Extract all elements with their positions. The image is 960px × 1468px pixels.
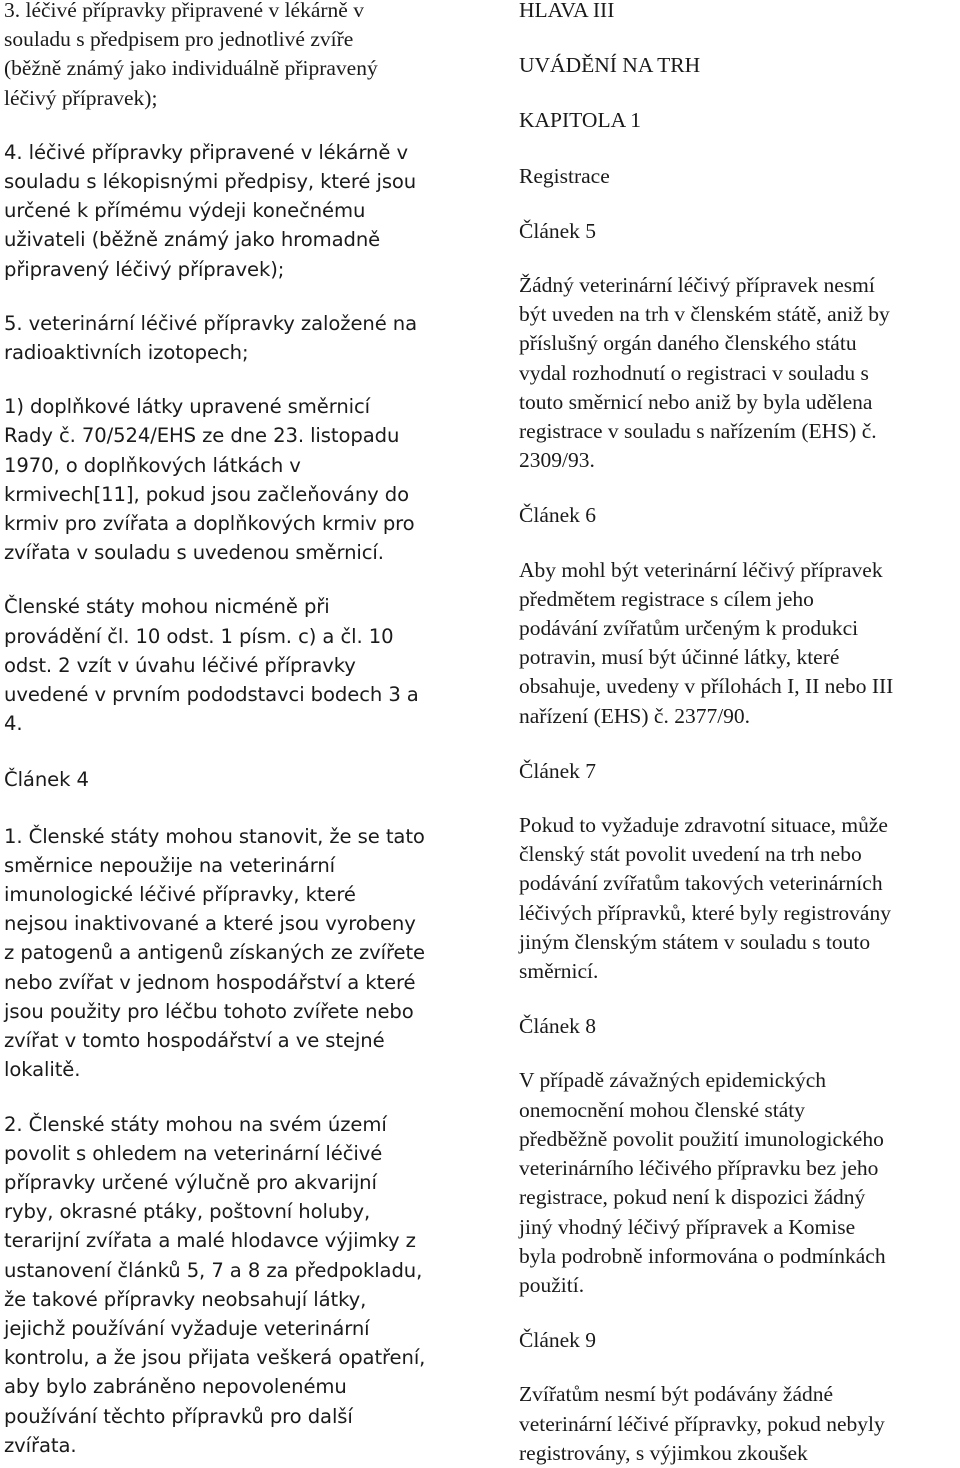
left-column	[4, 0, 474, 1460]
article-4-paragraph-2: 2. Členské státy mohou na svém území povolit s ohledem na veterinární léčivé přípravky určené výlučně pro akvarijní ryby, okrasné ptáky, poštovní holuby, terarijní zvířata a malé hlodavce výjimky z ustanovení článků 5, 7 a 8 za předpokladu, že takové přípravky neobsahují látky, jejichž používání vyžaduje veterinární kontrolu, a že jsou přijata veškerá opatření, aby bylo zabráněno nepovolenému používání těchto přípravků pro další zvířata.	[4, 1112, 426, 1457]
registration-heading: Registrace	[519, 163, 610, 188]
article-9-text: Zvířatům nesmí být podávány žádné veterinární léčivé přípravky, pokud nebyly registrovány, s výjimkou zkoušek	[519, 1382, 885, 1465]
title-uvadeni: UVÁDĚNÍ NA TRH	[519, 53, 701, 78]
title-hlava: HLAVA III	[519, 0, 615, 22]
item-4-text: 4. léčivé přípravky připravené v lékárně v souladu s lékopisnými předpisy, které jsou určené k přímému výdeji konečnému uživateli (běžně známý jako hromadně připravený léčivý přípravek);	[4, 140, 417, 281]
article-6-heading: Článek 6	[519, 503, 597, 528]
article-7-heading: Článek 7	[519, 758, 597, 783]
member-states-paragraph: Členské státy mohou nicméně při provádění čl. 10 odst. 1 písm. c) a čl. 10 odst. 2 vzít v úvahu léčivé přípravky uvedené v prvním pododstavci bodech 3 a 4.	[4, 595, 419, 736]
chapter-heading: KAPITOLA 1	[519, 108, 642, 133]
item-5-text: 5. veterinární léčivé přípravky založené na radioaktivních izotopech;	[4, 311, 418, 365]
article-8-heading: Článek 8	[519, 1014, 597, 1039]
additives-paragraph: 1) doplňkové látky upravené směrnicí Rady č. 70/524/EHS ze dne 23. listopadu 1970, o doplňkových látkách v krmivech[11], pokud jsou začleňovány do krmiv pro zvířata a doplňkových krmiv pro zvířata v souladu s uvedenou směrnicí.	[4, 395, 415, 565]
article-9-heading: Článek 9	[519, 1328, 597, 1353]
article-4-paragraph-1: 1. Členské státy mohou stanovit, že se tato směrnice nepoužije na veterinární imunologické léčivé přípravky, které nejsou inaktivované a které jsou vyrobeny z patogenů a antigenů získaných ze zvířete nebo zvířat v jednom hospodářství a které jsou použity pro léčbu tohoto zvířete nebo zvířat v tomto hospodářství a ve stejné lokalitě.	[4, 824, 426, 1082]
right-column	[519, 0, 960, 1468]
item-3-text: 3. léčivé přípravky připravené v lékárně v souladu s předpisem pro jednotlivé zvíře (běžně známý jako individuálně připravený léčivý přípravek);	[4, 0, 378, 110]
article-8-text: V případě závažných epidemických onemocnění mohou členské státy předběžně povolit použití imunologického veterinárního léčivého přípravku bez jeho registrace, pokud není k dispozici žádný jiný vhodný léčivý přípravek a Komise byla podrobně informována o podmínkách použití.	[519, 1068, 886, 1297]
article-5-heading: Článek 5	[519, 218, 597, 243]
article-5-text: Žádný veterinární léčivý přípravek nesmí být uveden na trh v členském státě, aniž by příslušný orgán daného členského státu vydal rozhodnutí o registraci v souladu s touto směrnicí nebo aniž by byla udělena registrace v souladu s nařízením (EHS) č. 2309/93.	[519, 273, 890, 473]
article-7-text: Pokud to vyžaduje zdravotní situace, může členský stát povolit uvedení na trh nebo podávání zvířatům takových veterinárních léčivých přípravků, které byly registrovány jiným členským státem v souladu s touto směrnicí.	[519, 813, 891, 984]
article-4-heading: Článek 4	[4, 768, 89, 792]
article-6-text: Aby mohl být veterinární léčivý přípravek předmětem registrace s cílem jeho podávání zvířatům určeným k produkci potravin, musí být účinné látky, které obsahuje, uvedeny v přílohách I, II nebo III nařízení (EHS) č. 2377/90.	[519, 557, 894, 728]
